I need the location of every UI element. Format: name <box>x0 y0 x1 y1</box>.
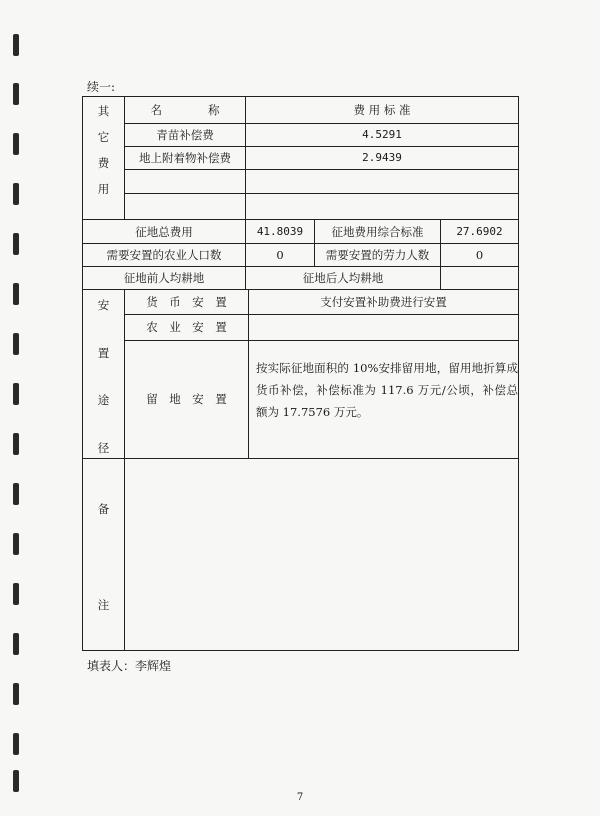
page-number: 7 <box>296 792 304 803</box>
fee-row-standard: 4.5291 <box>362 128 402 141</box>
resettlement-desc: 支付安置补助费进行安置 <box>320 295 447 309</box>
composite-std-label: 征地费用综合标准 <box>331 225 424 239</box>
header-name: 名 称 <box>150 103 220 117</box>
after-label: 征地后人均耕地 <box>302 271 384 285</box>
resettlement-type: 农 业 安 置 <box>146 320 227 334</box>
fee-row-standard: 2.9439 <box>362 151 402 164</box>
filler-signature: 填表人：李辉煌 <box>87 659 172 673</box>
total-fee-value: 41.8039 <box>256 225 304 238</box>
before-label: 征地前人均耕地 <box>123 271 205 285</box>
fee-row-name: 青苗补偿费 <box>156 128 214 142</box>
composite-std-value: 27.6902 <box>456 225 503 238</box>
farm-pop-value: 0 <box>276 248 284 262</box>
remarks-area <box>125 459 518 650</box>
resettlement-label-char: 途 <box>97 393 110 407</box>
resettlement-label-char: 置 <box>97 346 110 360</box>
other-fees-label-char: 费 <box>97 156 110 170</box>
continuation-label: 续一: <box>87 80 116 94</box>
header-standard: 费 用 标 准 <box>353 103 411 117</box>
other-fees-label-char: 用 <box>97 182 110 196</box>
remarks-label-char: 注 <box>97 598 110 612</box>
farm-pop-label: 需要安置的农业人口数 <box>106 248 222 262</box>
resettlement-type: 留 地 安 置 <box>146 392 227 406</box>
fee-row-name: 地上附着物补偿费 <box>139 151 231 165</box>
labor-label: 需要安置的劳力人数 <box>325 248 430 262</box>
resettlement-label-char: 安 <box>97 298 110 312</box>
resettlement-label-char: 径 <box>97 441 110 455</box>
resettlement-desc: 按实际征地面积的 10%安排留用地，留用地折算成货币补偿，补偿标准为 117.6 万元/公顷，补偿总额为 17.7576 万元。 <box>256 361 518 419</box>
labor-value: 0 <box>475 248 484 262</box>
other-fees-label-char: 其 <box>97 104 110 118</box>
total-fee-label: 征地总费用 <box>135 225 193 239</box>
resettlement-type: 货 币 安 置 <box>146 295 227 309</box>
remarks-label-char: 备 <box>97 502 110 516</box>
other-fees-label-char: 它 <box>97 130 110 144</box>
